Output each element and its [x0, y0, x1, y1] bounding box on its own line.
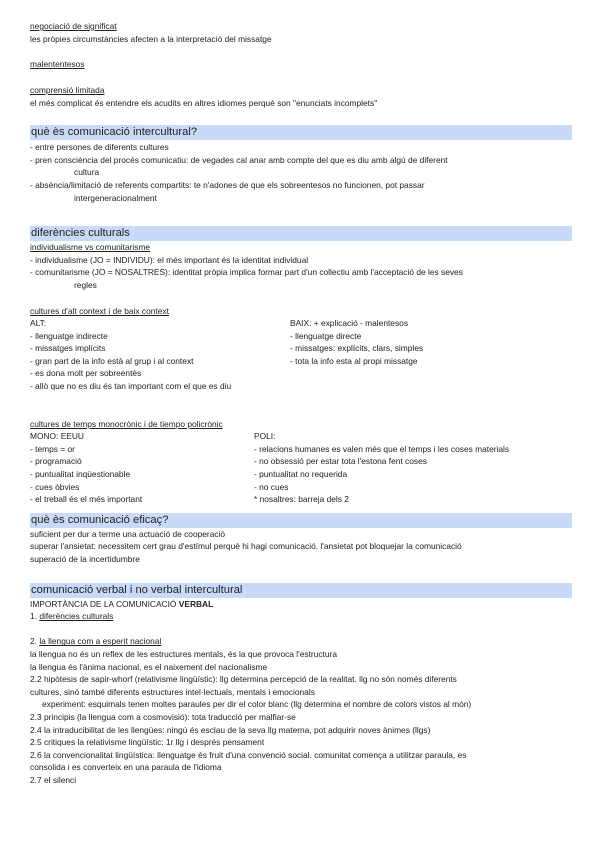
section-title: què ès comunicació eficaç?	[31, 513, 169, 526]
list-item: - pren consciència del procés comunicatiu: de vegades cal anar amb compte del que es diu amb algú de diferent	[30, 154, 448, 165]
paragraph-line: superar l'ansietat: necessitem cert grau d'estímul perquè hi hagi comunicació. l'ansietat pot bloquejar la comunicació	[30, 541, 462, 552]
section-heading	[30, 226, 572, 241]
item-title: diferències culturals	[39, 611, 114, 622]
list-item: BAIX: + explicació - malentesos	[290, 318, 409, 329]
paragraph-line: 2.6 la convencionalitat lingüística: llenguatge és fruit d'una convenció social. comunitat comença a utilitzar paraula, es	[30, 749, 467, 760]
paragraph-line: cultures, sinó també diferents estructures intel·lectuals, mentals i emocionals	[30, 686, 315, 697]
list-item: - missatges: explícits, clars, simples	[290, 343, 424, 354]
list-item: - no obsessió per estar tota l'estona fent coses	[254, 456, 427, 467]
paragraph-line: 2.5 critiques la relativisme lingüístic: 1r llg i després pensament	[30, 737, 265, 748]
intro-line: les pròpies circumstàncies afecten a la interpretació del missatge	[30, 33, 272, 44]
paragraph-line: 2.4 la intraducibilitat de les llengües: ningú és esclau de la seva llg materna, pot adquirir noves ànimes (llgs)	[30, 724, 431, 735]
section-title: diferències culturals	[31, 227, 130, 240]
list-item: - individualisme (JO = INDIVIDU): el més important és la identitat individual	[30, 254, 309, 265]
list-item: - comunitarisme (JO = NOSALTRES): identitat pròpia implica formar part d'un collectiu amb l'acceptació de les seves	[30, 267, 463, 278]
paragraph-line: 2.2 hipòtesis de sapir-whorf (relativisme lingüístic): llg determina percepció de la realitat. llg no són només diferents	[30, 674, 457, 685]
document-page	[30, 20, 572, 787]
list-item: - absència/limitació de referents compartits: te n'adones de que els sobreentesos no funcionen, pot passar	[30, 179, 425, 190]
list-item: - puntualitat inqüestionable	[30, 469, 131, 480]
list-item: - es dona molt per sobreentès	[30, 368, 142, 379]
paragraph-line: superació de la incertidumbre	[30, 554, 140, 564]
paragraph-line: 2.3 principis (la llengua com a cosmovisió): tota traducció per malfiar-se	[30, 711, 296, 722]
term-malententesos: malententesos	[30, 59, 85, 70]
subheading: cultures de temps monocrònic i de tiempo policrònic	[30, 418, 223, 429]
item-number: 2.	[30, 636, 40, 647]
time-columns	[30, 430, 572, 506]
list-item: - tota la info esta al propi missatge	[290, 355, 418, 366]
list-item: - el treball és el més important	[30, 494, 143, 505]
alt-column	[30, 317, 290, 393]
list-item: - llenguatge indirecte	[30, 330, 108, 341]
section-heading	[30, 583, 572, 598]
paragraph-line: experiment: esquimals tenen moltes paraules per dir el color blanc (llg determina el nombre de colors vistos al món)	[42, 699, 472, 710]
paragraph-line: consolida i es converteix en una paraula de l'idioma	[30, 762, 222, 773]
section-title: què ès comunicació intercultural?	[31, 126, 198, 139]
item-number: 1.	[30, 611, 40, 622]
list-item: - entre persones de diferents cultures	[30, 142, 169, 153]
list-item: - puntualitat no requerida	[254, 469, 348, 480]
paragraph-line: la llengua no és un reflex de les estructures mentals, és la que provoca l'estructura	[30, 648, 337, 659]
paragraph-line: la llengua és l'ànima nacional, es el naixement del nacionalisme	[30, 661, 268, 672]
list-item: - programació	[30, 456, 82, 467]
section-title: comunicació verbal i no verbal intercultural	[31, 583, 243, 596]
list-item: - relacions humanes es valen més que el temps i les coses materials	[254, 443, 510, 454]
section-heading	[30, 125, 572, 140]
list-item: - allò que no es diu és tan important com el que es diu	[30, 381, 232, 392]
subheading: individualisme vs comunitarisme	[30, 242, 151, 253]
term-comprensio: comprensió limitada	[30, 84, 105, 95]
intro-line: el més complicat és entendre els acudits en altres idiomes perquè son "enunciats incomplets"	[30, 97, 378, 108]
section-heading	[30, 513, 572, 528]
paragraph-line: suficient per dur a terme una actuació de cooperació	[30, 528, 226, 539]
list-item: - llenguatge directe	[290, 330, 362, 341]
item-title: la llengua com a esperit nacional	[39, 636, 162, 647]
numbered-item	[30, 635, 572, 648]
importance-line	[30, 598, 572, 611]
list-item: MONO: EEUU	[30, 431, 84, 442]
baix-column	[290, 317, 423, 393]
list-item: - gran part de la info està al grup i al context	[30, 355, 194, 366]
importance-bold: VERBAL	[178, 598, 214, 609]
numbered-item	[30, 610, 572, 623]
list-item: POLI:	[254, 431, 276, 442]
term-negociacio: negociació de significat	[30, 21, 117, 31]
list-item-continuation: intergeneracionalment	[74, 192, 157, 203]
importance-label: IMPORTÀNCIA DE LA COMUNICACIÓ	[30, 598, 179, 609]
list-item: - temps = or	[30, 443, 75, 454]
paragraph-line: 2.7 el silenci	[30, 774, 77, 785]
list-item: ALT:	[30, 318, 47, 329]
poli-column	[254, 430, 509, 506]
list-item: - no cues	[254, 481, 289, 492]
list-item: - missatges implícits	[30, 343, 106, 354]
list-item: - cues òbvies	[30, 481, 80, 492]
list-item: * nosaltres: barreja dels 2	[254, 494, 349, 505]
subheading: cultures d'alt context i de baix context	[30, 305, 169, 316]
mono-column	[30, 430, 254, 506]
context-columns	[30, 317, 572, 393]
list-item-continuation: regles	[74, 279, 97, 290]
list-item-continuation: cultura	[74, 167, 100, 178]
